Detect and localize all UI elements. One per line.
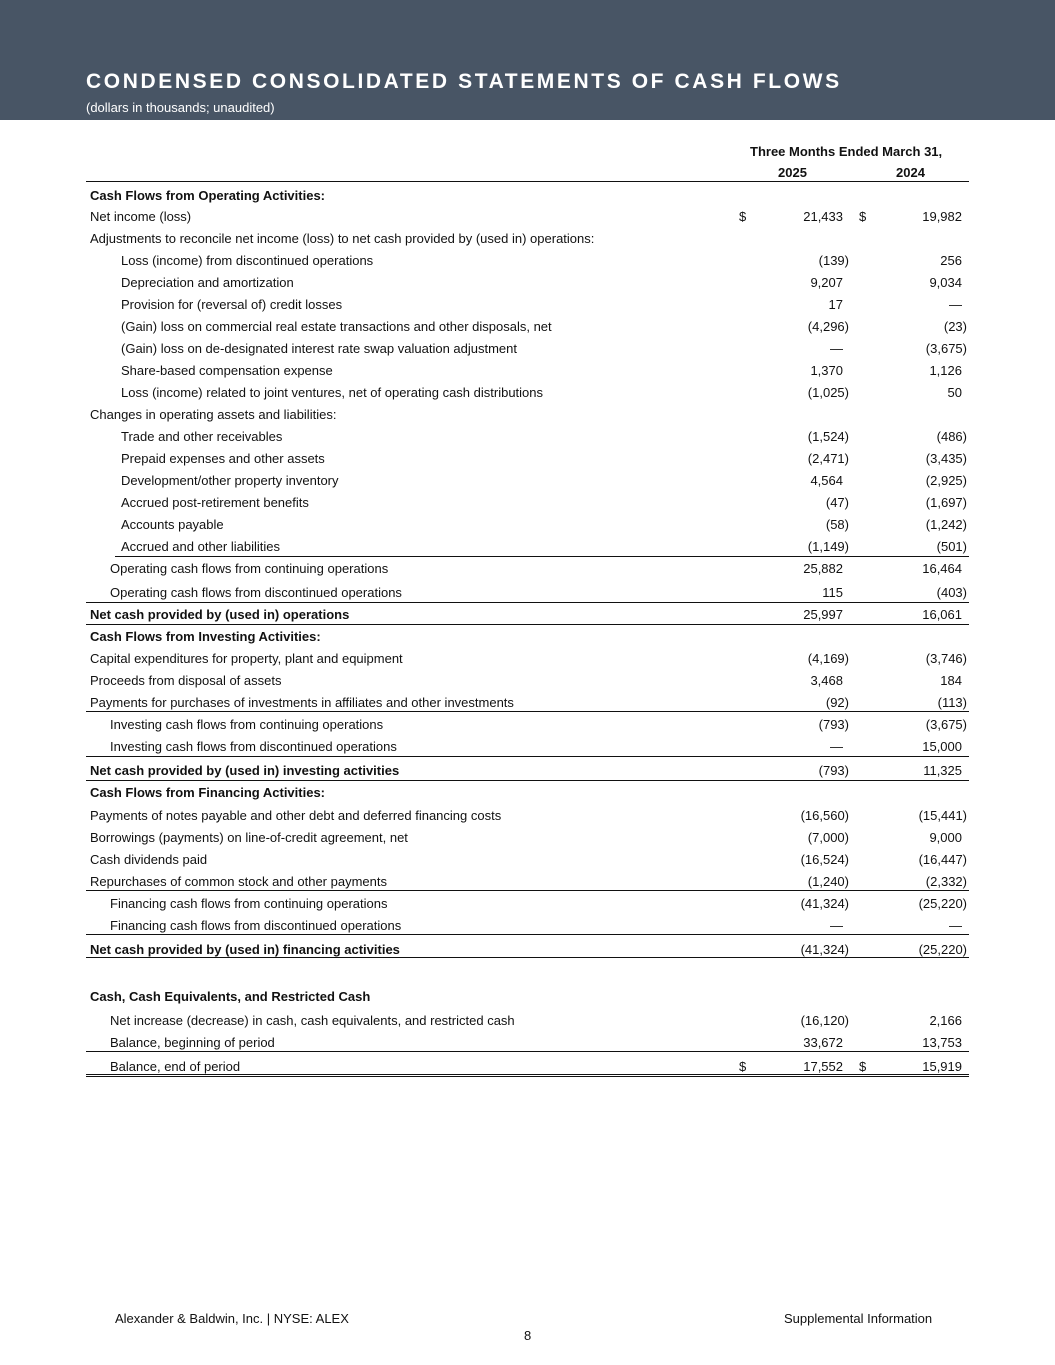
value-2025: (139) [818, 253, 849, 268]
value-2024: — [949, 918, 962, 933]
table-row [0, 363, 1055, 383]
divider-rule [86, 780, 969, 781]
row-label: Adjustments to reconcile net income (loss) to net cash provided by (used in) operations: [90, 231, 595, 246]
row-label: Development/other property inventory [121, 473, 339, 488]
value-2024: 2,166 [929, 1013, 962, 1028]
row-label: Investing cash flows from discontinued operations [110, 739, 397, 754]
divider-rule [86, 957, 969, 958]
value-2024: 19,982 [922, 209, 962, 224]
value-2025: — [830, 739, 843, 754]
currency-symbol: $ [739, 209, 747, 224]
value-2024: (1,242) [925, 517, 967, 532]
page-number: 8 [524, 1328, 532, 1343]
value-2025: (1,524) [807, 429, 849, 444]
table-row [0, 695, 1055, 715]
currency-symbol: $ [859, 1059, 867, 1074]
table-row [0, 385, 1055, 405]
value-2024: 9,000 [929, 830, 962, 845]
value-2025: (7,000) [807, 830, 849, 845]
value-2025: (58) [825, 517, 849, 532]
row-label: Share-based compensation expense [121, 363, 333, 378]
table-row [0, 495, 1055, 515]
row-label: Financing cash flows from continuing operations [110, 896, 388, 911]
row-label: Financing cash flows from discontinued operations [110, 918, 402, 933]
row-label: Net cash provided by (used in) investing activities [90, 763, 400, 778]
value-2024: — [949, 297, 962, 312]
value-2025: (16,120) [800, 1013, 849, 1028]
value-2025: — [830, 341, 843, 356]
row-label: Trade and other receivables [121, 429, 283, 444]
value-2025: 4,564 [810, 473, 843, 488]
divider-rule [86, 624, 969, 625]
value-2024: 11,325 [923, 763, 962, 778]
value-2025: (41,324) [800, 896, 849, 911]
table-row [0, 874, 1055, 894]
row-label: Prepaid expenses and other assets [121, 451, 325, 466]
value-2025: 33,672 [803, 1035, 843, 1050]
value-2024: (3,675) [925, 341, 967, 356]
value-2024: 9,034 [929, 275, 962, 290]
value-2025: (793) [818, 717, 849, 732]
value-2025: 17 [828, 297, 843, 312]
row-label: Capital expenditures for property, plant and equipment [90, 651, 403, 666]
period-header: Three Months Ended March 31, [750, 144, 943, 159]
row-label: Net increase (decrease) in cash, cash equivalents, and restricted cash [110, 1013, 515, 1028]
row-label: Borrowings (payments) on line-of-credit agreement, net [90, 830, 408, 845]
table-row [0, 896, 1055, 916]
divider-rule [115, 556, 969, 557]
value-2024: 1,126 [929, 363, 962, 378]
value-2024: 184 [940, 673, 962, 688]
value-2025: 1,370 [810, 363, 843, 378]
row-label: Cash Flows from Financing Activities: [90, 785, 325, 800]
table-row [0, 918, 1055, 938]
footer-company: Alexander & Baldwin, Inc. | NYSE: ALEX [115, 1311, 349, 1326]
row-label: Investing cash flows from continuing operations [110, 717, 384, 732]
row-label: Cash Flows from Investing Activities: [90, 629, 321, 644]
value-2025: 3,468 [810, 673, 843, 688]
table-row [0, 407, 1055, 427]
row-label: Cash, Cash Equivalents, and Restricted Cash [90, 989, 371, 1004]
table-row [0, 1013, 1055, 1033]
value-2025: (793) [818, 763, 849, 778]
value-2024: 16,464 [922, 561, 962, 576]
row-label: Operating cash flows from continuing operations [110, 561, 389, 576]
value-2024: (3,746) [925, 651, 967, 666]
divider-rule [86, 711, 969, 712]
value-2024: 15,000 [922, 739, 962, 754]
table-row [0, 517, 1055, 537]
divider-rule [86, 602, 969, 603]
table-row [0, 341, 1055, 361]
row-label: Net cash provided by (used in) financing activities [90, 942, 400, 957]
row-label: (Gain) loss on de-designated interest rate swap valuation adjustment [121, 341, 517, 356]
table-row [0, 275, 1055, 295]
currency-symbol: $ [739, 1059, 747, 1074]
table-row [0, 319, 1055, 339]
row-label: Cash dividends paid [90, 852, 208, 867]
row-label: Changes in operating assets and liabilities: [90, 407, 337, 422]
row-label: (Gain) loss on commercial real estate transactions and other disposals, net [121, 319, 552, 334]
table-row [0, 473, 1055, 493]
table-row [0, 717, 1055, 737]
table-row [0, 253, 1055, 273]
value-2025: (1,240) [807, 874, 849, 889]
value-2025: 25,997 [803, 607, 843, 622]
row-label: Balance, end of period [110, 1059, 241, 1074]
row-label: Net income (loss) [90, 209, 192, 224]
table-row [0, 942, 1055, 962]
table-row [0, 629, 1055, 649]
table-row [0, 852, 1055, 872]
row-label: Balance, beginning of period [110, 1035, 275, 1050]
value-2024: 50 [947, 385, 962, 400]
value-2025: 17,552 [803, 1059, 843, 1074]
currency-symbol: $ [859, 209, 867, 224]
value-2025: (16,524) [800, 852, 849, 867]
footer-section: Supplemental Information [784, 1311, 933, 1326]
table-row [0, 651, 1055, 671]
double-rule [86, 1074, 969, 1077]
table-row [0, 989, 1055, 1009]
table-row [0, 830, 1055, 850]
table-row [0, 209, 1055, 229]
table-row [0, 808, 1055, 828]
value-2025: (2,471) [807, 451, 849, 466]
row-label: Payments of notes payable and other debt and deferred financing costs [90, 808, 502, 823]
value-2024: (113) [937, 695, 967, 710]
row-label: Payments for purchases of investments in affiliates and other investments [90, 695, 514, 710]
value-2024: 256 [940, 253, 962, 268]
value-2024: (15,441) [918, 808, 967, 823]
year-header-2025: 2025 [778, 165, 807, 180]
row-label: Provision for (reversal of) credit losses [121, 297, 343, 312]
value-2025: 25,882 [803, 561, 843, 576]
value-2024: (25,220) [918, 942, 967, 957]
value-2025: — [830, 918, 843, 933]
table-row [0, 429, 1055, 449]
table-row [0, 451, 1055, 471]
value-2024: (2,332) [925, 874, 967, 889]
table-row [0, 297, 1055, 317]
divider-rule [86, 934, 969, 935]
value-2025: 115 [822, 585, 843, 600]
value-2025: 21,433 [803, 209, 843, 224]
table-row [0, 785, 1055, 805]
row-label: Accrued and other liabilities [121, 539, 280, 554]
value-2024: (403) [936, 585, 967, 600]
divider-rule [86, 1051, 969, 1052]
value-2024: (486) [936, 429, 967, 444]
value-2025: (41,324) [800, 942, 849, 957]
table-row [0, 231, 1055, 251]
value-2024: (25,220) [918, 896, 967, 911]
divider-rule [86, 181, 969, 182]
page-title: CONDENSED CONSOLIDATED STATEMENTS OF CASH FLOWS [86, 70, 842, 93]
value-2024: (23) [943, 319, 967, 334]
value-2025: (4,169) [807, 651, 849, 666]
value-2024: (16,447) [918, 852, 967, 867]
row-label: Repurchases of common stock and other payments [90, 874, 387, 889]
row-label: Net cash provided by (used in) operations [90, 607, 350, 622]
value-2024: (3,675) [925, 717, 967, 732]
row-label: Loss (income) related to joint ventures, net of operating cash distributions [121, 385, 544, 400]
divider-rule [86, 890, 969, 891]
table-row [0, 673, 1055, 693]
value-2024: 16,061 [922, 607, 962, 622]
table-row [0, 188, 1055, 208]
row-label: Operating cash flows from discontinued operations [110, 585, 402, 600]
value-2024: (1,697) [925, 495, 967, 510]
value-2024: (2,925) [925, 473, 967, 488]
year-header-2024: 2024 [896, 165, 925, 180]
value-2025: (1,149) [807, 539, 849, 554]
value-2025: (16,560) [800, 808, 849, 823]
divider-rule [86, 756, 969, 757]
table-row [0, 1035, 1055, 1055]
page-subtitle: (dollars in thousands; unaudited) [86, 100, 275, 115]
value-2024: 13,753 [922, 1035, 962, 1050]
row-label: Cash Flows from Operating Activities: [90, 188, 326, 203]
value-2025: (4,296) [807, 319, 849, 334]
row-label: Depreciation and amortization [121, 275, 294, 290]
value-2025: (47) [825, 495, 849, 510]
row-label: Loss (income) from discontinued operations [121, 253, 374, 268]
value-2025: 9,207 [810, 275, 843, 290]
row-label: Accounts payable [121, 517, 224, 532]
value-2024: (501) [936, 539, 967, 554]
row-label: Proceeds from disposal of assets [90, 673, 282, 688]
header-banner [0, 0, 1055, 120]
value-2024: (3,435) [925, 451, 967, 466]
table-row [0, 561, 1055, 581]
row-label: Accrued post-retirement benefits [121, 495, 309, 510]
value-2024: 15,919 [922, 1059, 962, 1074]
value-2025: (1,025) [807, 385, 849, 400]
value-2025: (92) [825, 695, 849, 710]
